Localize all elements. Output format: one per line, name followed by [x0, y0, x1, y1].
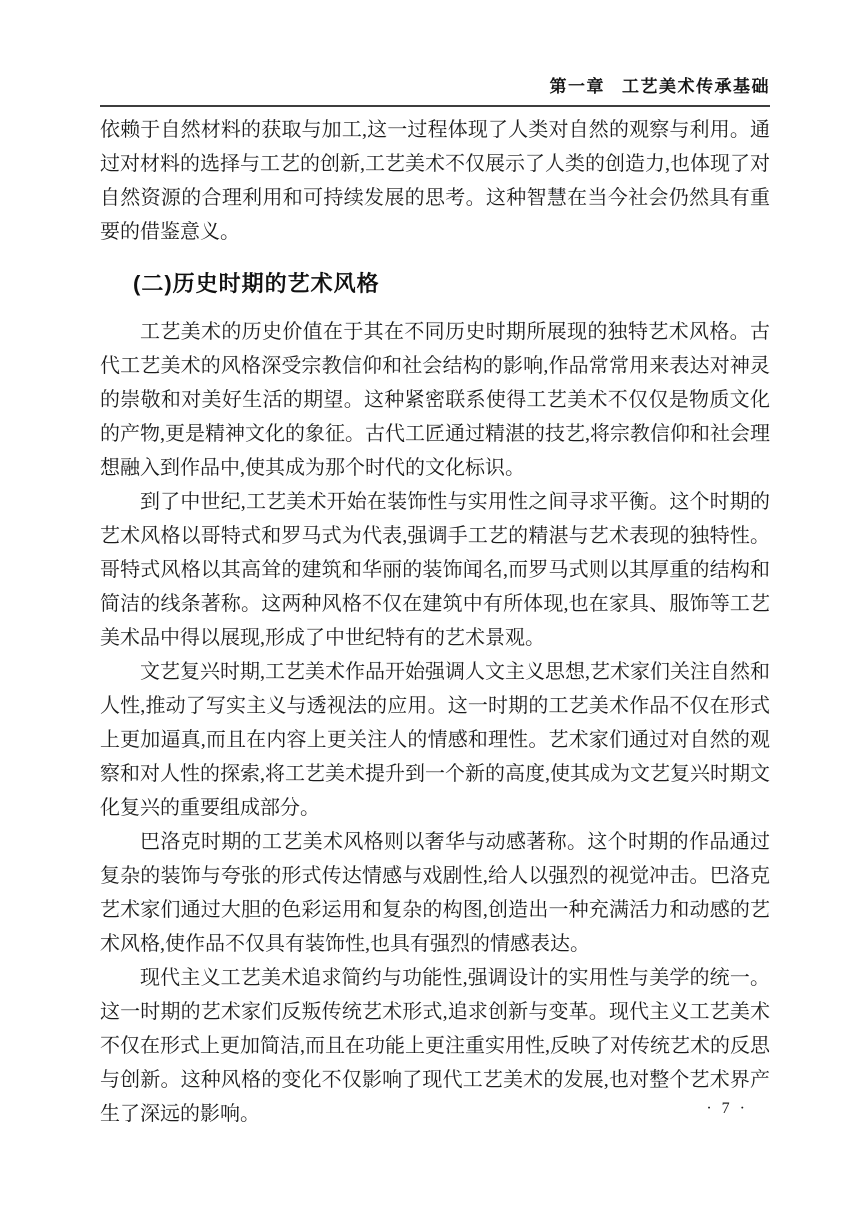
chapter-title: 工艺美术传承基础	[622, 77, 770, 96]
running-header	[100, 77, 770, 97]
page-header	[100, 0, 770, 107]
paragraph: 现代主义工艺美术追求简约与功能性,强调设计的实用性与美学的统一。这一时期的艺术家们反叛传统艺术形式,追求创新与变革。现代主义工艺美术不仅在形式上更加简洁,而且在功能上更注重实用性,反映了对传统艺术的反思与创新。这种风格的变化不仅影响了现代工艺美术的发展,也对整个艺术界产生了深远的影响。	[100, 967, 770, 1125]
header-rule	[100, 105, 770, 107]
text-column	[100, 0, 770, 1131]
page-number: · 7 ·	[706, 1100, 748, 1117]
paragraph: 到了中世纪,工艺美术开始在装饰性与实用性之间寻求平衡。这个时期的艺术风格以哥特式和罗马式为代表,强调手工艺的精湛与艺术表现的独特性。哥特式风格以其高耸的建筑和华丽的装饰闻名,而罗马式则以其厚重的结构和简洁的线条著称。这两种风格不仅在建筑中有所体现,也在家具、服饰等工艺美术品中得以展现,形成了中世纪特有的艺术景观。	[100, 491, 770, 649]
paragraph: 文艺复兴时期,工艺美术作品开始强调人文主义思想,艺术家们关注自然和人性,推动了写实主义与透视法的应用。这一时期的工艺美术作品不仅在形式上更加逼真,而且在内容上更关注人的情感和理性。艺术家们通过对自然的观察和对人性的探索,将工艺美术提升到一个新的高度,使其成为文艺复兴时期文化复兴的重要组成部分。	[100, 661, 770, 819]
section-heading: (二)历史时期的艺术风格	[133, 271, 380, 296]
chapter-label: 第一章	[549, 77, 605, 96]
page-body	[100, 113, 770, 1131]
paragraph: 工艺美术的历史价值在于其在不同历史时期所展现的独特艺术风格。古代工艺美术的风格深受宗教信仰和社会结构的影响,作品常常用来表达对神灵的崇敬和对美好生活的期望。这种紧密联系使得工艺美术不仅仅是物质文化的产物,更是精神文化的象征。古代工匠通过精湛的技艺,将宗教信仰和社会理想融入到作品中,使其成为那个时代的文化标识。	[100, 321, 770, 479]
paragraph-continuation: 依赖于自然材料的获取与加工,这一过程体现了人类对自然的观察与利用。通过对材料的选择与工艺的创新,工艺美术不仅展示了人类的创造力,也体现了对自然资源的合理利用和可持续发展的思考。这种智慧在当今社会仍然具有重要的借鉴意义。	[100, 119, 770, 243]
paragraph: 巴洛克时期的工艺美术风格则以奢华与动感著称。这个时期的作品通过复杂的装饰与夸张的形式传达情感与戏剧性,给人以强烈的视觉冲击。巴洛克艺术家们通过大胆的色彩运用和复杂的构图,创造出一种充满活力和动感的艺术风格,使作品不仅具有装饰性,也具有强烈的情感表达。	[100, 831, 770, 955]
